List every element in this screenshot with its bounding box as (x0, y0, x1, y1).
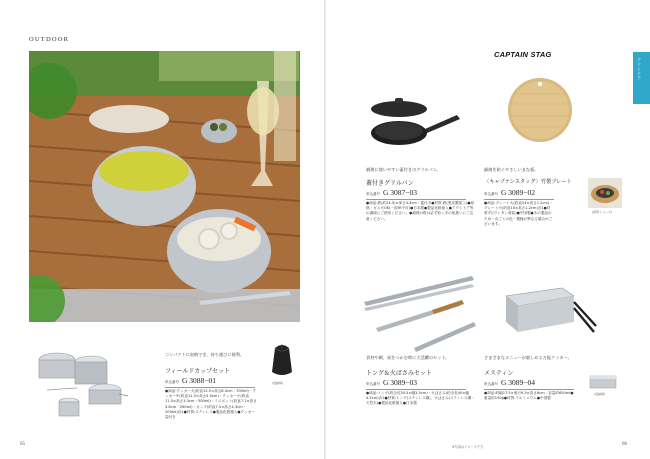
product-description: 調理に使いやすい蓋付きのグリルパン。 (366, 167, 441, 172)
divider (366, 199, 466, 200)
category-tab (633, 52, 650, 104)
page-spine (324, 0, 326, 459)
product-code-line (484, 378, 535, 387)
order-number-label: 申込番号 (366, 192, 380, 196)
product-details: ●商品:鉄(約24.5)×深さ4.4cm・蓋付き●材質:鉄(黒皮膜加工)●耐熱・ガス火OK(一部IH不可)●日本製●製品化粧箱入●アウトドア等の調理にご使用ください。●調理の際は必ず取っ手の取扱いにご注意ください。 (366, 201, 474, 221)
mess-tin-caption: (収納時) (594, 392, 606, 396)
product-code-line (484, 188, 535, 197)
order-number-label: 申込番号 (484, 192, 498, 196)
product-details: ●商品:プレート大(約直24×高さ1.2cm)・プレート小(約直10×高さ1.2cm)各1●材質:竹(ウレタン塗装)●中国製●木の製品のため一点ごとの色・模様が異なる場合がございます。 (484, 201, 553, 226)
product-code: G 3089−02 (501, 188, 536, 197)
product-name: フィールドカップセット (165, 369, 231, 375)
product-name: 蓋付きグリルパン (366, 181, 414, 187)
hero-photo (29, 51, 300, 322)
product-code-line (165, 376, 216, 385)
product-description: コンパクトに収納でき、持ち運びに便利。 (165, 352, 245, 357)
bamboo-plate-photo (505, 74, 575, 144)
product-code: G 3088−01 (182, 376, 217, 385)
page-number-left: 65 (20, 442, 25, 447)
brand-logo: CAPTAIN STAG (494, 50, 552, 59)
divider (366, 389, 466, 390)
product-details: ●商品:クッカー大(約直12.5×高さ8.3cm・700ml)・クッカー中(約直11.5×高さ5.5cm)・クッカー小(約直11.5×高さ3.3cm・500ml)・ミニポット(約直7.2×高さ5.8cm・260ml)・カップ(約直7.5×高さ4.3cm・200ml)各1●材質:ステンレス●製品化粧箱入●クッカー袋付き (165, 389, 257, 420)
product-name: トング＆火ばさみセット (366, 371, 432, 377)
divider (484, 389, 574, 390)
product-name: メスティン (484, 371, 514, 377)
mess-tin-stored-photo (588, 372, 620, 390)
product-code-line (366, 378, 417, 387)
tongs-photo (362, 272, 480, 352)
cup-set-photo (33, 342, 129, 420)
product-description: 細菌を防ぐやさしいまな板。 (484, 167, 539, 172)
order-number-label: 申込番号 (165, 380, 179, 384)
product-description: さまざまなメニューが楽しめる万能クッカー。 (484, 355, 572, 360)
product-details: ●商品:約幅17.5×奥行9.5×高さ6cm・容量約650ml●重量約150g●材質:アルミニウム●中国製 (484, 391, 574, 401)
product-details: ●商品:トング(約全長30.5×幅3.5cm)・火ばさみ(約全長40×幅4.5cm)各1●材質:トング(ステンレス鋼)、火ばさみ(ステンレス鋼・天然木)●製品化粧箱入●日本製 (366, 391, 475, 406)
footer-note: ※写真はイメージです。 (452, 445, 487, 449)
product-code-line (366, 188, 417, 197)
grill-pan-photo (365, 95, 465, 153)
divider (165, 387, 255, 388)
product-code: G 3087−03 (383, 188, 418, 197)
order-number-label: 申込番号 (366, 382, 380, 386)
plate-caption: (使用イメージ) (592, 210, 613, 214)
product-code: G 3089−03 (383, 378, 418, 387)
product-name: 〈キャプテンスタッグ〉竹製プレート (484, 179, 572, 185)
divider (484, 199, 554, 200)
product-description: 食材や網、炭をつかむ時に大活躍のセット。 (366, 355, 450, 360)
order-number-label: 申込番号 (484, 382, 498, 386)
category-tab-label: アウトドア (637, 58, 642, 81)
bag-caption: (収納時) (272, 381, 284, 385)
plate-usage-photo (588, 178, 622, 208)
product-code: G 3089−04 (501, 378, 536, 387)
storage-bag-photo (269, 342, 295, 380)
section-title: OUTDOOR (29, 36, 70, 43)
page-number-right: 66 (622, 442, 627, 447)
mess-tin-photo (500, 282, 600, 342)
